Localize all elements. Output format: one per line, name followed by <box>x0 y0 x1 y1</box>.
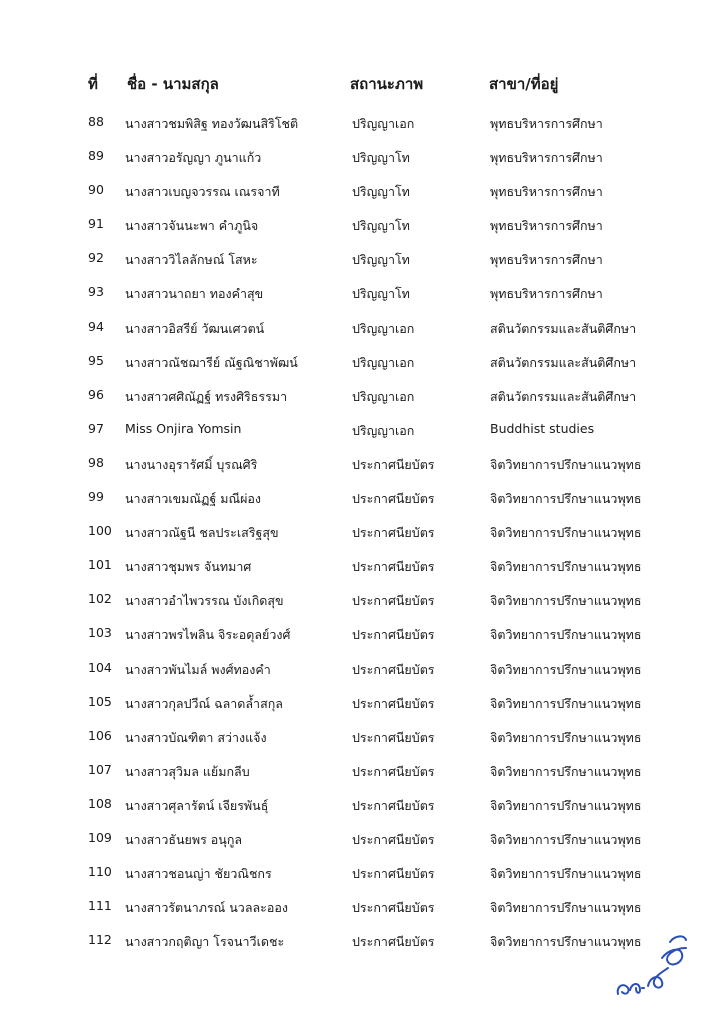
row-status: ประกาศนียบัตร <box>352 559 435 575</box>
row-number: 93 <box>88 284 104 300</box>
row-status: ปริญญาเอก <box>352 422 415 438</box>
row-number: 89 <box>88 148 104 164</box>
table-row <box>0 858 724 892</box>
row-number: 100 <box>88 523 112 539</box>
row-name: นางสาวอำไพวรรณ บังเกิดสุข <box>125 593 284 609</box>
row-field: สตินวัตกรรมและสันติศึกษา <box>490 354 637 370</box>
row-number: 90 <box>88 182 104 198</box>
table-row <box>0 654 724 688</box>
row-field: พุทธบริหารการศึกษา <box>490 252 603 268</box>
table-row <box>0 517 724 551</box>
row-field: จิตวิทยาการปรึกษาแนวพุทธ <box>490 900 642 916</box>
table-row <box>0 483 724 517</box>
header-number: ที่ <box>88 75 98 93</box>
row-name: นางสาวศศิณัฏฐ์ ทรงศิริธรรมา <box>125 388 288 404</box>
row-field: จิตวิทยาการปรึกษาแนวพุทธ <box>490 627 642 643</box>
table-row <box>0 176 724 210</box>
row-field: จิตวิทยาการปรึกษาแนวพุทธ <box>490 831 642 847</box>
row-name: นางสาวกุลปวีณ์ ฉลาดล้ำสกุล <box>125 695 283 711</box>
row-number: 96 <box>88 386 104 402</box>
header-field: สาขา/ที่อยู่ <box>489 75 559 93</box>
row-number: 88 <box>88 114 104 129</box>
row-name: นางสาวสุวิมล แย้มกลีบ <box>125 763 250 779</box>
row-name: นางสาววิไลลักษณ์ โสหะ <box>125 252 258 268</box>
row-field: จิตวิทยาการปรึกษาแนวพุทธ <box>490 456 642 472</box>
row-number: 101 <box>88 557 112 573</box>
row-status: ประกาศนียบัตร <box>352 661 435 677</box>
row-status: ประกาศนียบัตร <box>352 593 435 609</box>
row-name: นางสาวกฤติญา โรจนาวีเดชะ <box>125 934 285 950</box>
row-status: ประกาศนียบัตร <box>352 831 435 847</box>
row-field: จิตวิทยาการปรึกษาแนวพุทธ <box>490 763 642 779</box>
row-number: 108 <box>88 795 112 811</box>
row-name: นางสาวณัชฌารีย์ ณัฐณิชาพัฒน์ <box>125 354 298 370</box>
row-name: นางสาวพันไมล์ พงศ์ทองคำ <box>125 661 271 677</box>
row-field: จิตวิทยาการปรึกษาแนวพุทธ <box>490 729 642 745</box>
row-number: 91 <box>88 216 104 232</box>
row-number: 94 <box>88 318 104 334</box>
row-field: จิตวิทยาการปรึกษาแนวพุทธ <box>490 491 642 507</box>
signature-mark <box>612 928 692 1000</box>
table-row <box>0 824 724 858</box>
row-number: 105 <box>88 693 112 709</box>
row-field: พุทธบริหารการศึกษา <box>490 116 603 131</box>
row-name: นางสาวอิสรีย์ วัฒนเศวตน์ <box>125 320 265 336</box>
row-field: Buddhist studies <box>490 420 595 436</box>
row-field: จิตวิทยาการปรึกษาแนวพุทธ <box>490 661 642 677</box>
row-name: นางสาวนาถยา ทองคำสุข <box>125 286 264 302</box>
table-row <box>0 244 724 278</box>
table-row <box>0 381 724 415</box>
row-name: นางสาวรัตนาภรณ์ นวลละออง <box>125 900 288 916</box>
row-number: 97 <box>88 420 104 436</box>
row-status: ประกาศนียบัตร <box>352 900 435 916</box>
row-status: ปริญญาโท <box>352 218 410 234</box>
row-number: 95 <box>88 352 104 368</box>
row-field: จิตวิทยาการปรึกษาแนวพุทธ <box>490 866 642 882</box>
row-status: ประกาศนียบัตร <box>352 934 435 950</box>
row-name: นางสาวชมพิสิฐ ทองวัฒนสิริโชติ <box>125 116 299 131</box>
table-body <box>0 108 724 960</box>
row-status: ประกาศนียบัตร <box>352 525 435 541</box>
row-name: นางสาวเบญจวรรณ เณรจาที <box>125 184 280 200</box>
header-name: ชื่อ - นามสกุล <box>127 75 219 93</box>
row-number: 92 <box>88 250 104 266</box>
row-field: พุทธบริหารการศึกษา <box>490 286 603 302</box>
row-status: ประกาศนียบัตร <box>352 491 435 507</box>
row-field: สตินวัตกรรมและสันติศึกษา <box>490 320 637 336</box>
row-field: จิตวิทยาการปรึกษาแนวพุทธ <box>490 797 642 813</box>
table-row <box>0 688 724 722</box>
row-number: 112 <box>88 932 112 948</box>
row-number: 104 <box>88 659 112 675</box>
row-status: ประกาศนียบัตร <box>352 627 435 643</box>
table-row <box>0 790 724 824</box>
row-name: นางสาวพรไพลิน จิระอดุลย์วงศ์ <box>125 627 291 643</box>
row-status: ประกาศนียบัตร <box>352 797 435 813</box>
table-row <box>0 551 724 585</box>
table-row <box>0 347 724 381</box>
table-row <box>0 142 724 176</box>
table-row <box>0 108 724 142</box>
row-status: ปริญญาโท <box>352 252 410 268</box>
table-row <box>0 585 724 619</box>
row-status: ปริญญาเอก <box>352 388 415 404</box>
row-name: นางสาวศุลารัตน์ เจียรพันธุ์ <box>125 797 269 813</box>
table-row <box>0 449 724 483</box>
row-number: 99 <box>88 489 104 505</box>
row-name: นางนางอุรารัศมิ์ บุรณศิริ <box>125 456 258 472</box>
row-status: ปริญญาเอก <box>352 116 415 131</box>
row-name: Miss Onjira Yomsin <box>125 420 242 436</box>
row-name: นางสาวณัฐนี ชลประเสริฐสุข <box>125 525 279 541</box>
row-field: จิตวิทยาการปรึกษาแนวพุทธ <box>490 559 642 575</box>
row-status: ปริญญาโท <box>352 150 410 166</box>
table-row <box>0 210 724 244</box>
header-status: สถานะภาพ <box>350 75 424 93</box>
row-field: จิตวิทยาการปรึกษาแนวพุทธ <box>490 695 642 711</box>
table-row <box>0 892 724 926</box>
row-field: พุทธบริหารการศึกษา <box>490 218 603 234</box>
table-row <box>0 619 724 653</box>
table-row <box>0 756 724 790</box>
row-status: ประกาศนียบัตร <box>352 695 435 711</box>
row-field: จิตวิทยาการปรึกษาแนวพุทธ <box>490 593 642 609</box>
row-name: นางสาวชอนญ่า ชัยวณิชกร <box>125 866 272 882</box>
row-field: จิตวิทยาการปรึกษาแนวพุทธ <box>490 934 642 950</box>
row-status: ปริญญาโท <box>352 286 410 302</box>
row-field: สตินวัตกรรมและสันติศึกษา <box>490 388 637 404</box>
row-name: นางสาวอรัญญา ภูนาแก้ว <box>125 150 262 166</box>
table-row <box>0 313 724 347</box>
row-number: 102 <box>88 591 112 607</box>
table-header <box>0 72 724 100</box>
row-number: 111 <box>88 898 112 914</box>
row-status: ประกาศนียบัตร <box>352 763 435 779</box>
row-status: ปริญญาเอก <box>352 354 415 370</box>
row-name: นางสาวชุมพร จันทมาศ <box>125 559 252 575</box>
row-status: ปริญญาเอก <box>352 320 415 336</box>
row-status: ประกาศนียบัตร <box>352 729 435 745</box>
row-name: นางสาวบัณฑิตา สว่างแจ้ง <box>125 729 267 745</box>
row-number: 98 <box>88 454 104 470</box>
row-number: 103 <box>88 625 112 641</box>
row-status: ประกาศนียบัตร <box>352 866 435 882</box>
row-number: 106 <box>88 727 112 743</box>
table-row <box>0 278 724 312</box>
table-row <box>0 722 724 756</box>
row-number: 109 <box>88 829 112 845</box>
row-number: 107 <box>88 761 112 777</box>
row-status: ประกาศนียบัตร <box>352 456 435 472</box>
row-status: ปริญญาโท <box>352 184 410 200</box>
row-field: พุทธบริหารการศึกษา <box>490 150 603 166</box>
row-number: 110 <box>88 864 112 880</box>
row-name: นางสาวธันยพร อนุกูล <box>125 831 243 847</box>
row-name: นางสาวเขมณัฏฐ์ มณีผ่อง <box>125 491 262 507</box>
table-row <box>0 415 724 449</box>
row-name: นางสาวจันนะพา คำภูนิจ <box>125 218 259 234</box>
row-field: พุทธบริหารการศึกษา <box>490 184 603 200</box>
row-field: จิตวิทยาการปรึกษาแนวพุทธ <box>490 525 642 541</box>
